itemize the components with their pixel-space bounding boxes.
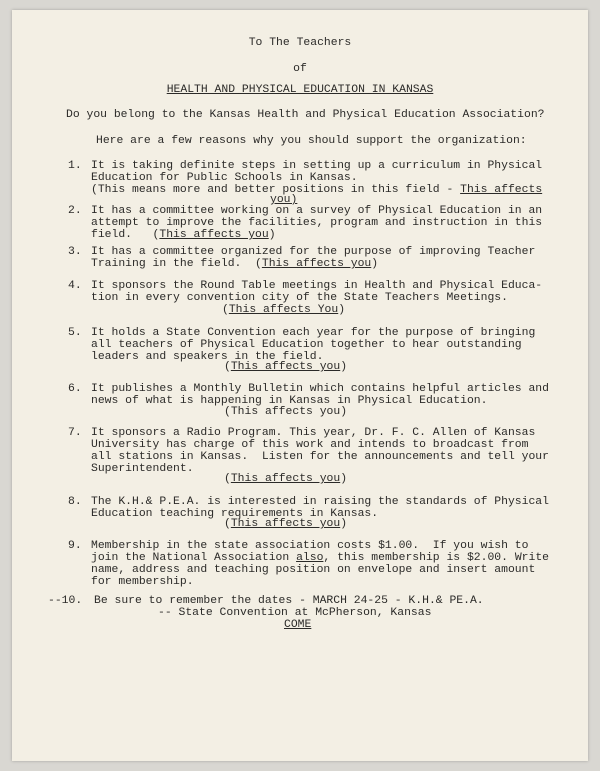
closing-word: COME [284, 619, 312, 631]
typed-letter [12, 10, 588, 761]
item-text: name, address and teaching position on envelope and insert amount [91, 564, 536, 576]
item-text: news of what is happening in Kansas in Physical Education. [91, 395, 488, 407]
item-text: join the National Association also, this membership is $2.00. Write [91, 552, 549, 564]
item-text: University has charge of this work and intends to broadcast from [91, 439, 529, 451]
item-text: field. (This affects you) [91, 229, 276, 241]
item-text: tion in every convention city of the State Teachers Meetings. [91, 292, 508, 304]
item-text: -- State Convention at McPherson, Kansas [158, 607, 432, 619]
emphasis: This affects you [261, 258, 372, 270]
item-text: (This affects you) [224, 518, 348, 530]
item-number: --10. [48, 595, 83, 607]
item-text: Superintendent. [91, 463, 194, 475]
item-text: The K.H.& P.E.A. is interested in raising the standards of Physical [91, 496, 549, 508]
item-text: for membership. [91, 576, 194, 588]
item-text: all teachers of Physical Education together to hear outstanding [91, 339, 522, 351]
item-number: 7. [68, 427, 82, 439]
emphasis: also [296, 552, 324, 564]
item-text: Education for Public Schools in Kansas. [91, 172, 358, 184]
emphasis: This affects [460, 184, 543, 196]
item-text: all stations in Kansas. Listen for the announcements and tell your [91, 451, 549, 463]
item-text: (This affects you) [224, 406, 348, 418]
item-number: 4. [68, 280, 82, 292]
document-title: HEALTH AND PHYSICAL EDUCATION IN KANSAS [166, 84, 434, 96]
item-text: Training in the field. (This affects you) [91, 258, 379, 270]
item-text: (This affects you) [224, 361, 348, 373]
emphasis: This affects you [230, 473, 341, 485]
item-text: Education teaching requirements in Kansas. [91, 508, 379, 520]
item-number: 8. [68, 496, 82, 508]
item-text: leaders and speakers in the field. [91, 351, 324, 363]
item-text: (This means more and better positions in this field - This affects [91, 184, 543, 196]
emphasis: This affects you [230, 361, 341, 373]
item-number: 2. [68, 205, 82, 217]
header-line-2: of [293, 63, 307, 75]
item-text: (This affects you) [224, 473, 348, 485]
emphasis: This affects you [159, 229, 269, 241]
item-text: attempt to improve the facilities, program and instruction in this [91, 217, 543, 229]
item-text: It is taking definite steps in setting up a curriculum in Physical [91, 160, 543, 172]
item-text: It publishes a Monthly Bulletin which contains helpful articles and [91, 383, 549, 395]
item-number: 5. [68, 327, 82, 339]
intro-question: Do you belong to the Kansas Health and Physical Education Association? [66, 109, 545, 121]
emphasis: This affects You [228, 304, 339, 316]
item-text: It has a committee working on a survey of Physical Education in an [91, 205, 543, 217]
emphasis: This affects you [230, 518, 341, 530]
intro-reasons: Here are a few reasons why you should support the organization: [96, 135, 527, 147]
item-text: It sponsors a Radio Program. This year, Dr. F. C. Allen of Kansas [91, 427, 536, 439]
item-text: It has a committee organized for the purpose of improving Teacher [91, 246, 536, 258]
header-line-1: To The Teachers [248, 37, 352, 49]
item-number: 1. [68, 160, 82, 172]
item-number: 3. [68, 246, 82, 258]
item-text: It sponsors the Round Table meetings in Health and Physical Educa- [91, 280, 543, 292]
item-text: (This affects You) [222, 304, 346, 316]
emphasis: you) [270, 194, 298, 206]
paper-sheet [12, 10, 588, 761]
item-number: 9. [68, 540, 82, 552]
item-number: 6. [68, 383, 82, 395]
item-text: It holds a State Convention each year for the purpose of bringing [91, 327, 536, 339]
item-text: Be sure to remember the dates - MARCH 24-25 - K.H.& PE.A. [94, 595, 484, 607]
item-text: Membership in the state association costs $1.00. If you wish to [91, 540, 529, 552]
